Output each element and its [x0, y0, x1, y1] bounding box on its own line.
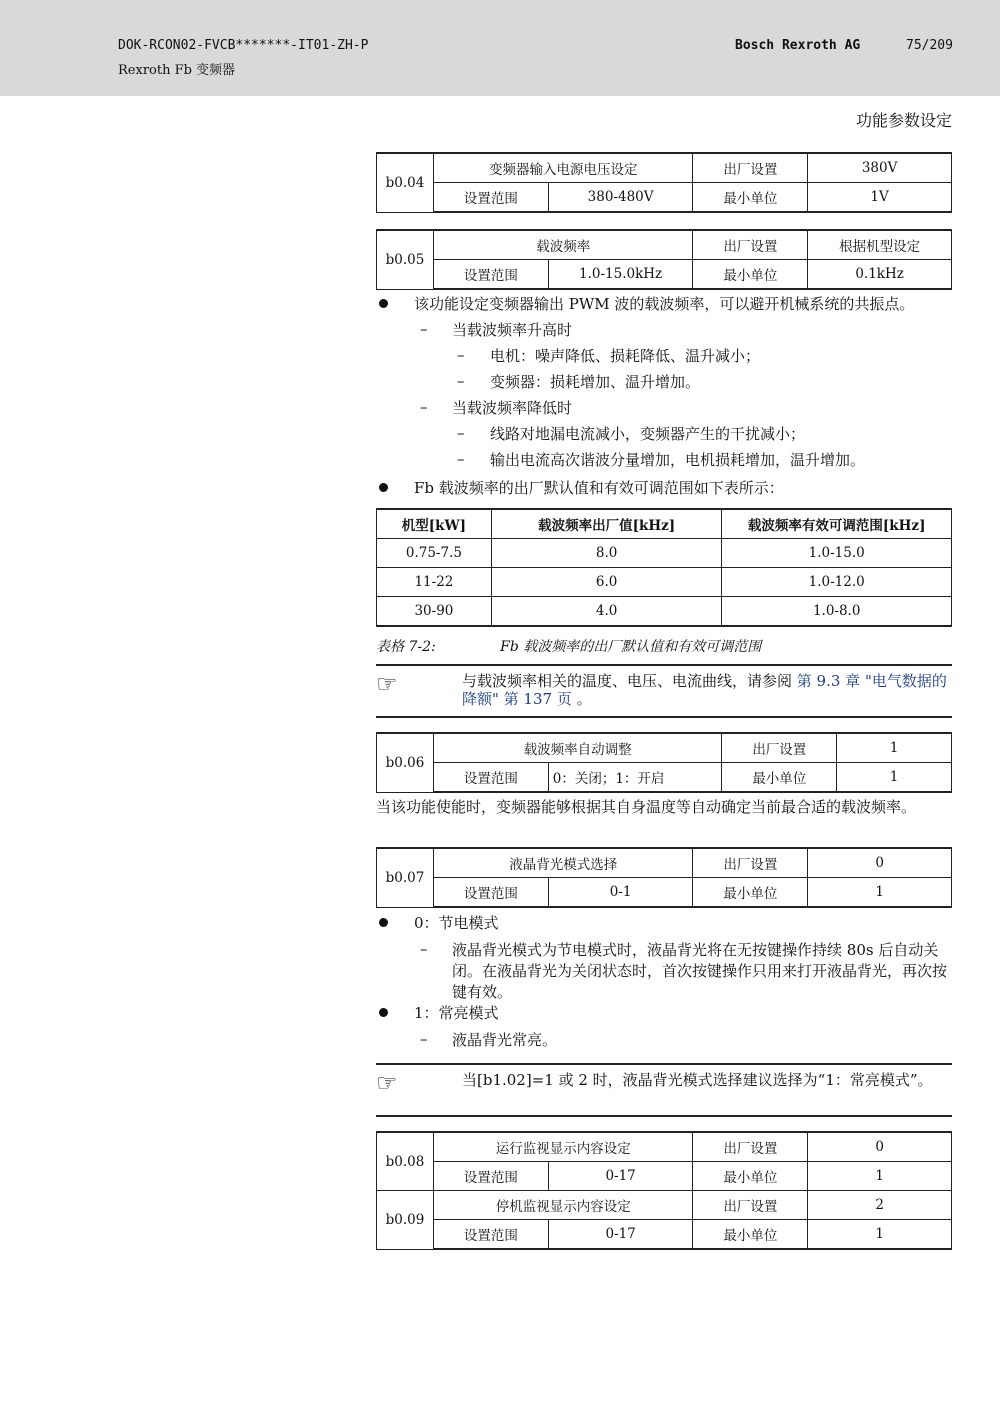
dash-icon: –	[420, 320, 428, 338]
factory-value: 1	[837, 733, 952, 763]
unit-label: 最小单位	[722, 763, 837, 793]
dash-icon: –	[457, 450, 465, 468]
page-header	[0, 0, 1000, 96]
param-code: b0.07	[377, 848, 434, 907]
unit-label: 最小单位	[693, 183, 808, 213]
company-name: Bosch Rexroth AG	[735, 38, 861, 53]
pointing-hand-icon: ☞	[376, 670, 398, 698]
list-item: 线路对地漏电流减小，变频器产生的干扰减小；	[490, 425, 806, 443]
factory-label: 出厂设置	[693, 1191, 808, 1220]
factory-value: 380V	[808, 153, 952, 183]
factory-label: 出厂设置	[693, 230, 808, 260]
factory-label: 出厂设置	[693, 1132, 808, 1162]
range-value: 0-17	[548, 1162, 693, 1191]
factory-value: 根据机型设定	[808, 230, 952, 260]
param-name: 液晶背光模式选择	[433, 848, 693, 878]
dash-icon: –	[420, 940, 428, 958]
range-value: 0-1	[548, 878, 693, 908]
param-table-b006	[376, 732, 952, 793]
param-name: 载波频率自动调整	[433, 733, 721, 763]
doc-id: DOK-RCON02-FVCB*******-IT01-ZH-P	[118, 38, 369, 53]
factory-label: 出厂设置	[693, 848, 808, 878]
param-table-b005	[376, 229, 952, 290]
list-item: 当载波频率降低时	[452, 399, 573, 417]
range-label: 设置范围	[433, 1220, 548, 1250]
dash-icon: –	[420, 1030, 428, 1048]
param-table-b007	[376, 847, 952, 908]
range-value: 1.0-15.0kHz	[548, 260, 693, 290]
factory-value: 0	[808, 1132, 952, 1162]
note-box	[376, 1063, 952, 1117]
unit-value: 0.1kHz	[808, 260, 952, 290]
section-title: 功能参数设定	[855, 111, 952, 130]
list-item: 变频器：损耗增加、温升增加。	[490, 373, 701, 391]
table-cell: 6.0	[491, 568, 722, 597]
bullet-icon	[379, 299, 388, 308]
bullet-icon	[379, 1008, 388, 1017]
note-box	[376, 664, 952, 718]
table-row	[377, 597, 952, 627]
param-code: b0.09	[377, 1191, 434, 1250]
bullet-icon	[379, 918, 388, 927]
note-text: 与载波频率相关的温度、电压、电流曲线，请参阅 第 9.3 章 "电气数据的降额" 第 137 页 。	[462, 672, 947, 708]
unit-label: 最小单位	[693, 1162, 808, 1191]
unit-value: 1V	[808, 183, 952, 213]
table-cell: 4.0	[491, 597, 722, 627]
range-value: 0-17	[548, 1220, 693, 1250]
column-header: 机型[kW]	[377, 509, 492, 539]
cross-reference-link[interactable]: 第 9.3 章 "电气数据的降额" 第 137 页	[462, 672, 947, 708]
table-cell: 11-22	[377, 568, 492, 597]
factory-value: 2	[808, 1191, 952, 1220]
param-code: b0.05	[377, 230, 434, 289]
param-code: b0.06	[377, 733, 434, 792]
range-value: 0：关闭；1：开启	[548, 763, 722, 793]
unit-label: 最小单位	[693, 260, 808, 290]
paragraph: 当该功能使能时，变频器能够根据其自身温度等自动确定当前最合适的载波频率。	[376, 798, 917, 816]
list-item: 液晶背光常亮。	[452, 1031, 558, 1049]
carrier-model-table	[376, 508, 952, 627]
list-item: 当载波频率升高时	[452, 321, 573, 339]
table-cell: 8.0	[491, 539, 722, 568]
range-value: 380-480V	[548, 183, 693, 213]
list-item: 输出电流高次谐波分量增加，电机损耗增加，温升增加。	[490, 451, 866, 469]
factory-value: 0	[808, 848, 952, 878]
bullet-text: 0：节电模式	[414, 914, 499, 932]
bullet-text: 该功能设定变频器输出 PWM 波的载波频率，可以避开机械系统的共振点。	[414, 295, 915, 313]
table-cell: 1.0-8.0	[722, 597, 952, 627]
product-name: Rexroth Fb 变频器	[118, 63, 236, 78]
table-cell: 30-90	[377, 597, 492, 627]
note-text: 当[b1.02]=1 或 2 时，液晶背光模式选择建议选择为“1：常亮模式”。	[462, 1071, 933, 1089]
param-name: 变频器输入电源电压设定	[433, 153, 692, 183]
param-code: b0.08	[377, 1132, 434, 1191]
table-caption	[376, 636, 761, 656]
dash-icon: –	[457, 372, 465, 390]
range-label: 设置范围	[433, 260, 548, 290]
factory-label: 出厂设置	[722, 733, 837, 763]
bullet-text: 1：常亮模式	[414, 1004, 499, 1022]
unit-value: 1	[837, 763, 952, 793]
param-code: b0.04	[377, 153, 434, 212]
column-header: 载波频率有效可调范围[kHz]	[722, 509, 952, 539]
list-item: 电机：噪声降低、损耗降低、温升减小；	[490, 347, 761, 365]
table-cell: 1.0-15.0	[722, 539, 952, 568]
caption-text: Fb 载波频率的出厂默认值和有效可调范围	[500, 639, 762, 655]
range-label: 设置范围	[433, 878, 548, 908]
unit-value: 1	[808, 1162, 952, 1191]
dash-icon: –	[457, 424, 465, 442]
dash-icon: –	[457, 346, 465, 364]
param-name: 载波频率	[433, 230, 693, 260]
bullet-icon	[379, 483, 388, 492]
table-row	[377, 539, 952, 568]
pointing-hand-icon: ☞	[376, 1069, 398, 1097]
unit-value: 1	[808, 878, 952, 908]
table-cell: 0.75-7.5	[377, 539, 492, 568]
unit-label: 最小单位	[693, 1220, 808, 1250]
column-header: 载波频率出厂值[kHz]	[491, 509, 722, 539]
param-table-b004	[376, 152, 952, 213]
dash-icon: –	[420, 398, 428, 416]
range-label: 设置范围	[433, 763, 548, 793]
table-row	[377, 568, 952, 597]
range-label: 设置范围	[433, 1162, 548, 1191]
param-name: 运行监视显示内容设定	[433, 1132, 693, 1162]
bullet-text: Fb 载波频率的出厂默认值和有效可调范围如下表所示：	[414, 479, 784, 497]
caption-label: 表格 7-2:	[376, 639, 436, 655]
unit-value: 1	[808, 1220, 952, 1250]
param-table-b008-b009	[376, 1131, 952, 1250]
table-cell: 1.0-12.0	[722, 568, 952, 597]
page-number: 75/209	[906, 38, 953, 53]
param-name: 停机监视显示内容设定	[433, 1191, 693, 1220]
unit-label: 最小单位	[693, 878, 808, 908]
list-item: 液晶背光模式为节电模式时，液晶背光将在无按键操作持续 80s 后自动关闭。在液晶背光为关闭状态时，首次按键操作只用来打开液晶背光，再次按键有效。	[452, 941, 948, 1001]
factory-label: 出厂设置	[693, 153, 808, 183]
range-label: 设置范围	[433, 183, 548, 213]
